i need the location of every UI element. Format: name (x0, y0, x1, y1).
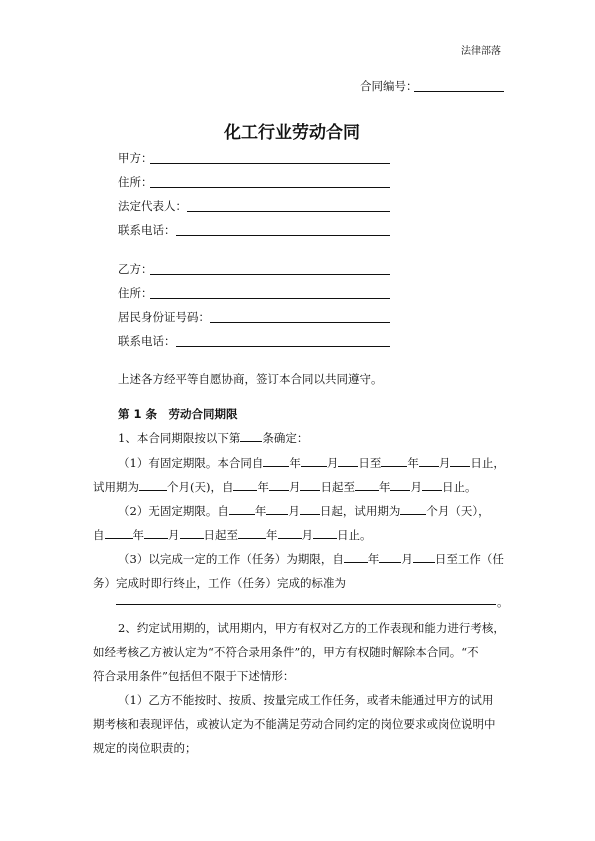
unfixed-term-line-1: （2）无固定期限。自 年 月 日起，试用期为 个月（天）， (118, 504, 490, 518)
party-a-name-label: 甲方： (118, 151, 153, 165)
party-b-address-field[interactable] (150, 298, 390, 299)
task-standard-end: 。 (497, 595, 509, 609)
task-standard-field[interactable] (116, 604, 496, 605)
fixed-term-line-2: 试用期为 个月(天)，自 年 月 日起至 年 月 日止。 (93, 480, 477, 494)
party-b-address-label: 住所： (118, 286, 153, 300)
party-a-address-label: 住所： (118, 175, 153, 189)
party-a-name-field[interactable] (150, 163, 390, 164)
intro-text: 上述各方经平等自愿协商，签订本合同以共同遵守。 (118, 372, 383, 386)
party-b-id-field[interactable] (210, 322, 390, 323)
task-term-line-2: 务）完成时即行终止，工作（任务）完成的标准为 (93, 576, 346, 590)
task-term-line-1: （3）以完成一定的工作（任务）为期限，自 年 月 日至工作（任 (118, 552, 504, 566)
party-b-phone-label: 联系电话： (118, 334, 176, 348)
article-1-p2-line-3: 符合录用条件”包括但不限于下述情形： (93, 669, 295, 683)
article-1-p2-line-1: 2、约定试用期的，试用期内，甲方有权对乙方的工作表现和能力进行考核， (118, 621, 505, 635)
article-1-heading: 第 1 条 劳动合同期限 (118, 407, 238, 421)
party-a-phone-label: 联系电话： (118, 223, 176, 237)
party-b-name-label: 乙方： (118, 262, 153, 276)
condition-1-line-2: 期考核和表现评估，或被认定为不能满足劳动合同约定的岗位要求或岗位说明中 (93, 717, 496, 731)
article-1-p1: 1、本合同期限按以下第 条确定： (118, 431, 309, 445)
party-a-rep-field[interactable] (187, 211, 390, 212)
fixed-term-line-1: （1）有固定期限。本合同自 年 月 日至 年 月 日止， (118, 456, 505, 470)
header-brand: 法律部落 (461, 46, 501, 57)
condition-1-line-1: （1）乙方不能按时、按质、按量完成工作任务，或者未能通过甲方的试用 (118, 693, 494, 707)
party-b-name-field[interactable] (150, 274, 390, 275)
contract-number-label: 合同编号： (360, 79, 418, 93)
contract-number-field[interactable] (414, 91, 504, 92)
party-b-phone-field[interactable] (176, 346, 390, 347)
party-a-phone-field[interactable] (176, 235, 390, 236)
unfixed-term-line-2: 自 年 月 日起至 年 月 日止。 (93, 528, 372, 542)
party-b-id-label: 居民身份证号码： (118, 310, 210, 324)
condition-1-line-3: 规定的岗位职责的； (93, 741, 197, 755)
term-option-blank[interactable] (240, 430, 262, 442)
document-title: 化工行业劳动合同 (224, 123, 360, 143)
party-a-address-field[interactable] (150, 187, 390, 188)
party-a-rep-label: 法定代表人： (118, 199, 187, 213)
article-1-p2-line-2: 如经考核乙方被认定为“不符合录用条件”的，甲方有权随时解除本合同。“不 (93, 645, 479, 659)
